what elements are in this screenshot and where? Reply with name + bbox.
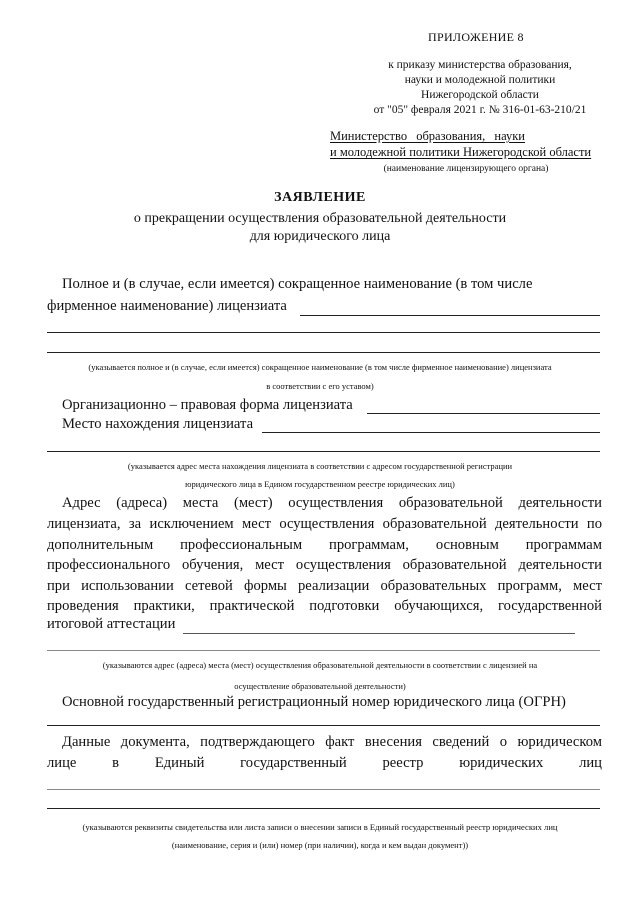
authority-line: Министерство образования, науки [330,129,525,143]
name-note: в соответствии с его уставом) [266,381,374,391]
org-form-input-line[interactable] [367,413,600,414]
name-note: (указывается полное и (в случае, если имеется) сокращенное наименование (в том числе фирменное наименование) лицензиата [88,362,552,372]
address-note: осуществление образовательной деятельности) [234,681,406,691]
name-label-line2: фирменное наименование) лицензиата [47,298,287,314]
name-input-line[interactable] [300,315,600,316]
licensing-authority [330,128,602,177]
order-line: Нижегородской области [421,89,539,101]
document-subtitle: для юридического лица [249,229,391,244]
location-note: (указывается адрес места нахождения лицензиата в соответствии с адресом государственной регистрации [127,461,513,471]
address-text-line: дополнительным профессиональным программам, основным программам [47,537,602,553]
doc-word: Единый [154,755,205,771]
doc-text-line: Данные документа, подтверждающего факт внесения сведений о юридическом [62,734,602,750]
name-input-line[interactable] [47,352,600,353]
name-input-line[interactable] [47,332,600,333]
doc-note: (наименование, серия и (или) номер (при наличии), когда и кем выдан документ)) [171,840,469,850]
appendix-label: ПРИЛОЖЕНИЕ 8 [428,30,524,44]
address-note: (указываются адрес (адреса) места (мест) осуществления образовательной деятельности в соответствии с лицензией на [102,660,538,670]
doc-word: юридических [459,755,544,771]
address-input-line[interactable] [183,633,575,634]
doc-text-line2 [47,755,602,772]
order-line: от "05" февраля 2021 г. № 316-01-63-210/21 [373,104,587,116]
doc-input-line[interactable] [47,789,600,790]
location-note: юридического лица в Едином государственном реестре юридических лиц) [185,479,455,489]
address-text-line: проведения практики, практической подготовки обучающихся, государственной [47,598,602,614]
doc-word: лице [47,755,77,771]
doc-input-line[interactable] [47,808,600,809]
document-title: ЗАЯВЛЕНИЕ [274,190,366,205]
doc-word: реестр [382,755,424,771]
address-text-line: Адрес (адреса) места (мест) осуществления образовательной деятельности [62,495,602,511]
order-line: к приказу министерства образования, [388,59,572,71]
doc-word: государственный [240,755,347,771]
ogrn-label: Основной государственный регистрационный номер юридического лица (ОГРН) [62,694,566,710]
order-reference [360,58,600,118]
authority-note: (наименование лицензирующего органа) [383,164,549,174]
name-label-line1: Полное и (в случае, если имеется) сокращенное наименование (в том числе [62,276,533,292]
address-text-line: лицензиата, за исключением мест осуществления образовательной деятельности по [47,516,602,532]
doc-word: лиц [579,755,602,771]
org-form-label: Организационно – правовая форма лицензиата [62,397,353,413]
location-label: Место нахождения лицензиата [62,416,254,432]
address-text-line: профессионального обучения, мест осуществления образовательной деятельности [47,557,602,573]
address-label-last: итоговой аттестации [47,616,176,632]
document-subtitle: о прекращении осуществления образовательной деятельности [133,211,507,226]
doc-note: (указываются реквизиты свидетельства или листа записи о внесении записи в Единый государственный реестр юридических лиц [82,822,558,832]
authority-line: и молодежной политики Нижегородской области [330,145,592,159]
address-input-line[interactable] [47,650,600,651]
location-input-line[interactable] [262,432,600,433]
address-text-line: при использовании сетевой формы реализации образовательных программ, мест [47,578,602,594]
location-input-line[interactable] [47,451,600,452]
order-line: науки и молодежной политики [404,74,556,86]
doc-word: в [112,755,120,771]
ogrn-input-line[interactable] [47,725,600,726]
